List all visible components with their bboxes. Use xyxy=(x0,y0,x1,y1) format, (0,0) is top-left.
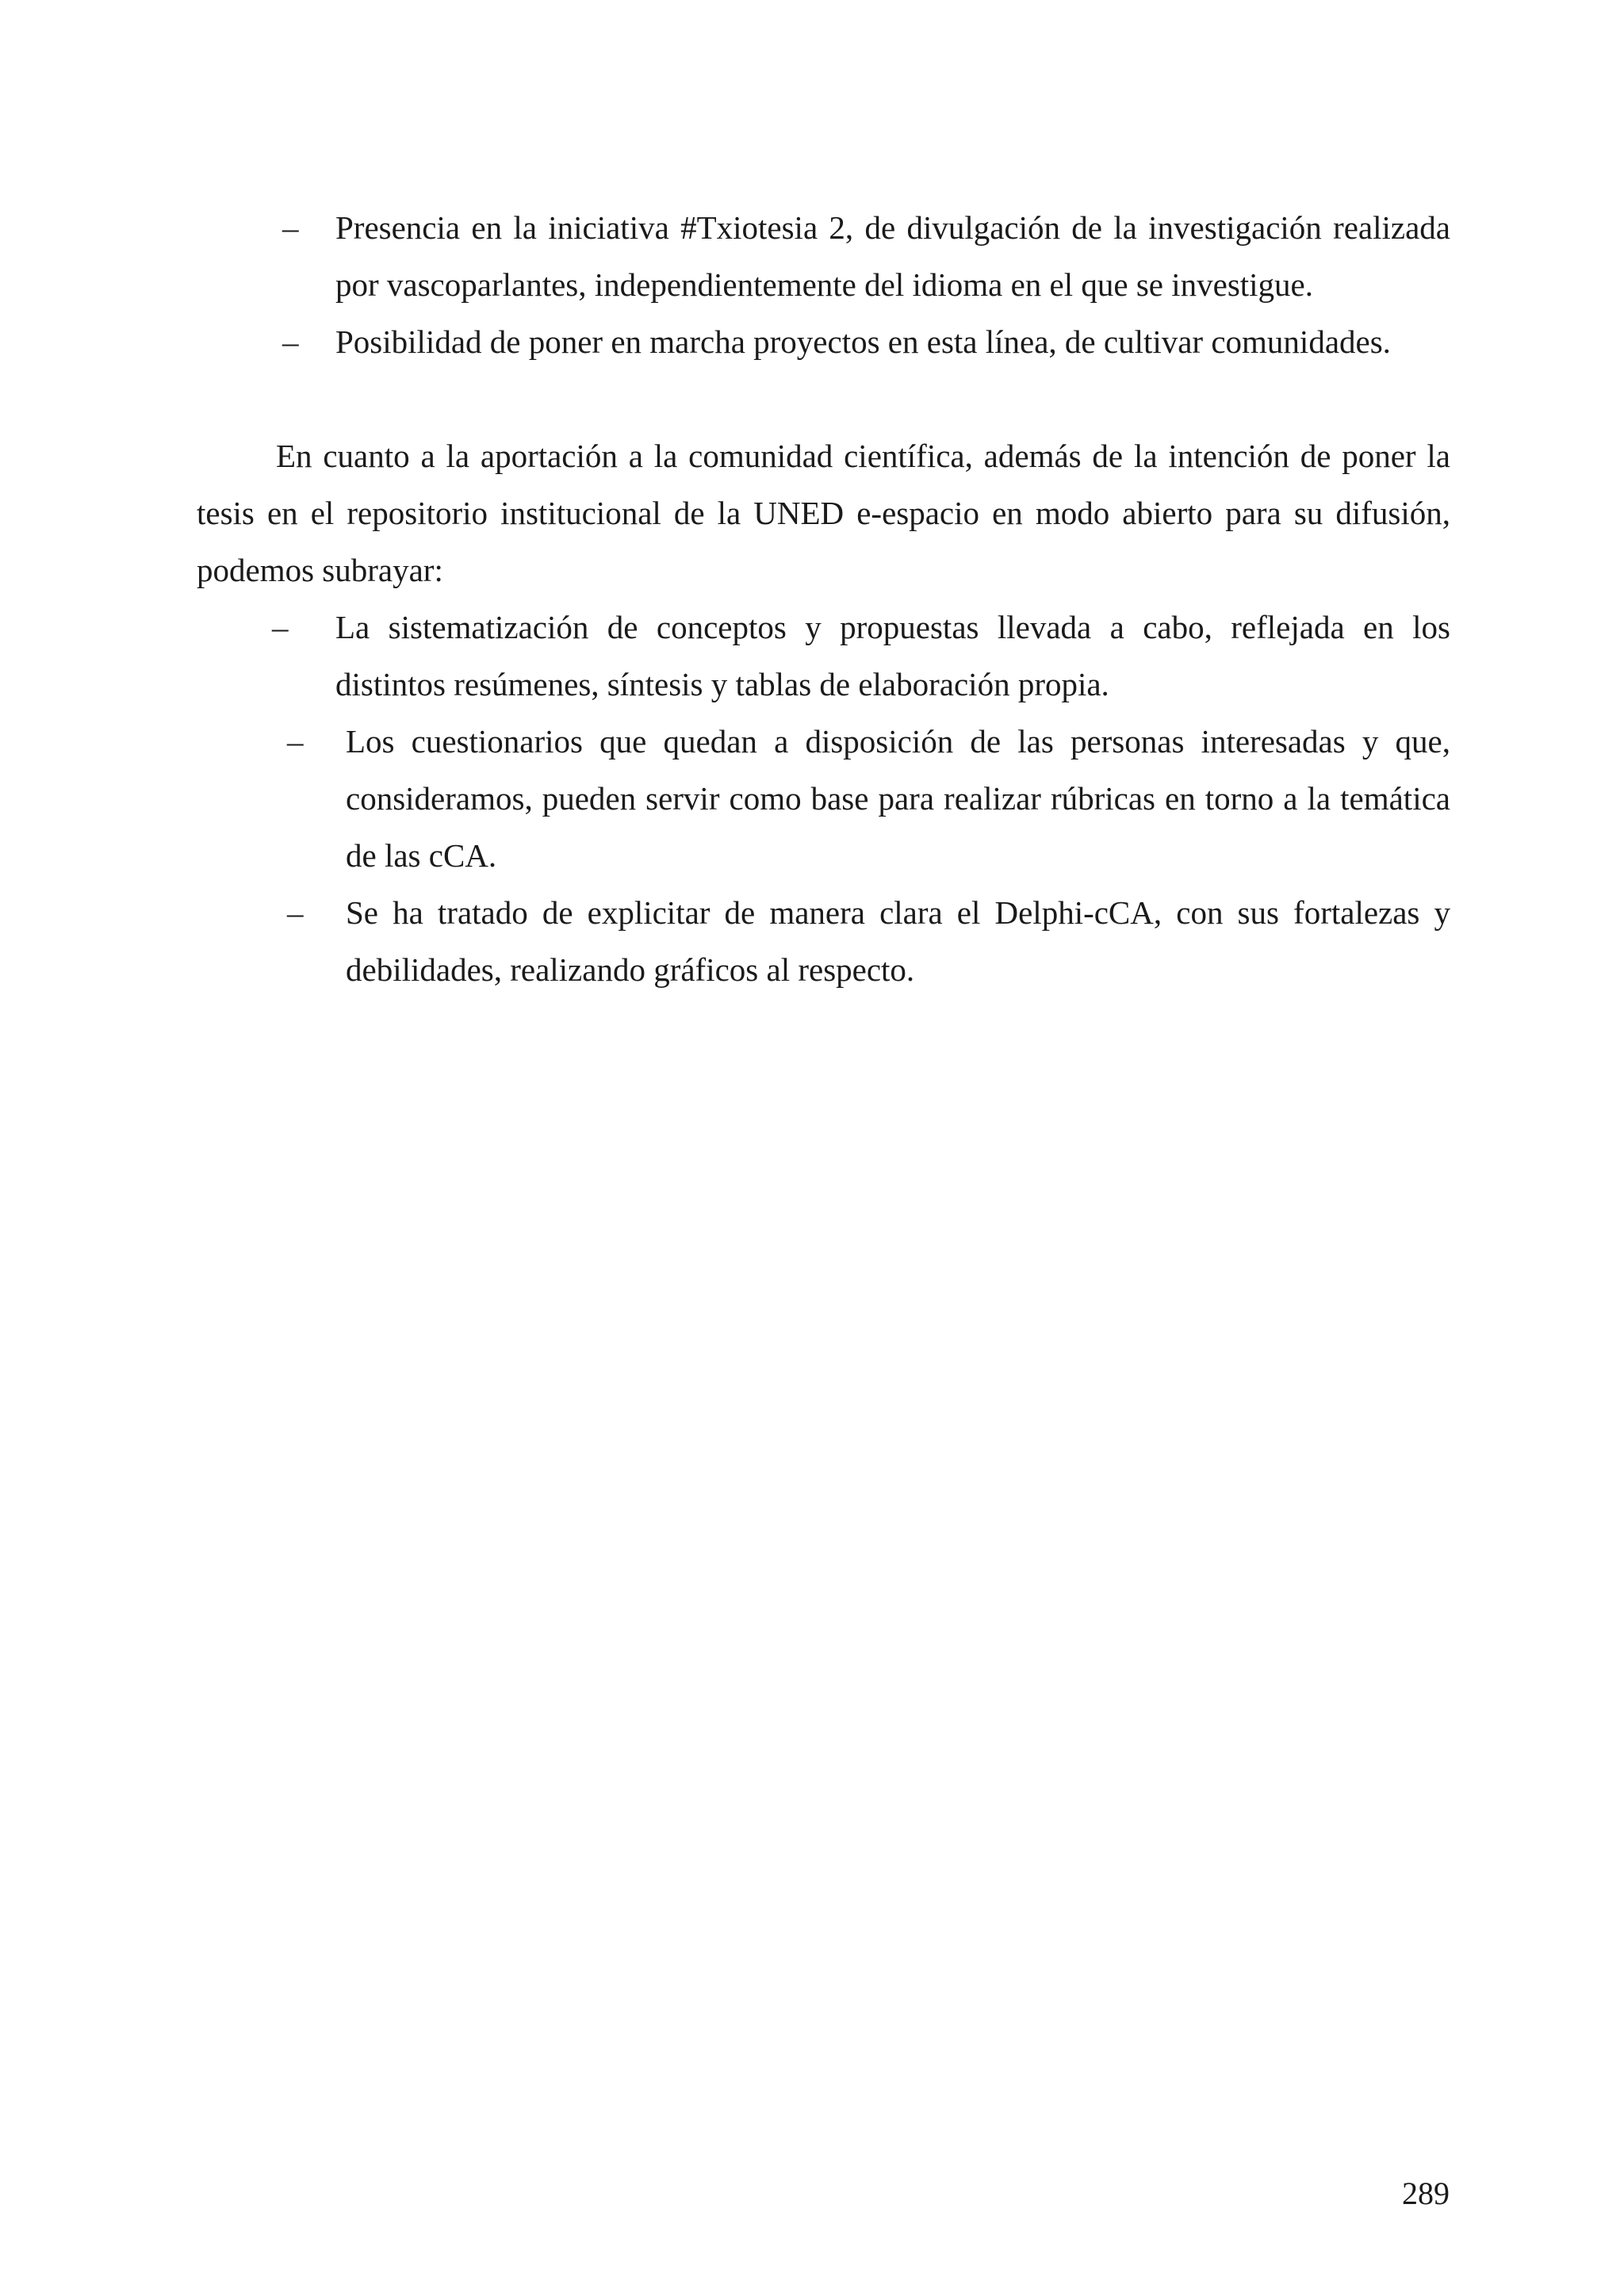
bullet-line: La sistematización de conceptos y propuestas llevada a cabo, reflejada en los xyxy=(335,609,1450,645)
bullet-dash: – xyxy=(272,609,289,645)
page-number: 289 xyxy=(1402,2175,1450,2211)
bullet-line: Presencia en la iniciativa #Txiotesia 2, de divulgación de la investigación realizada xyxy=(335,209,1450,246)
bullet-line: Los cuestionarios que quedan a disposición de las personas interesadas y que, xyxy=(346,723,1450,760)
bullet-dash: – xyxy=(287,894,304,931)
bullet-dash: – xyxy=(287,723,304,760)
bullet-line: distintos resúmenes, síntesis y tablas de elaboración propia. xyxy=(335,666,1109,702)
bullet-line: debilidades, realizando gráficos al respecto. xyxy=(346,951,915,988)
bullet-dash: – xyxy=(282,209,299,246)
bullet-line: de las cCA. xyxy=(346,837,497,874)
bullet-line: Posibilidad de poner en marcha proyectos en esta línea, de cultivar comunidades. xyxy=(335,323,1391,360)
paragraph-line: podemos subrayar: xyxy=(197,552,443,588)
paragraph-line: tesis en el repositorio institucional de la UNED e-espacio en modo abierto para su difusión, xyxy=(197,495,1450,531)
bullet-dash: – xyxy=(282,323,299,360)
bullet-line: Se ha tratado de explicitar de manera clara el Delphi-cCA, con sus fortalezas y xyxy=(346,894,1450,931)
bullet-line: por vascoparlantes, independientemente del idioma en el que se investigue. xyxy=(335,266,1314,303)
bullet-line: consideramos, pueden servir como base para realizar rúbricas en torno a la temática xyxy=(346,780,1450,817)
paragraph-line: En cuanto a la aportación a la comunidad científica, además de la intención de poner la xyxy=(276,438,1450,474)
